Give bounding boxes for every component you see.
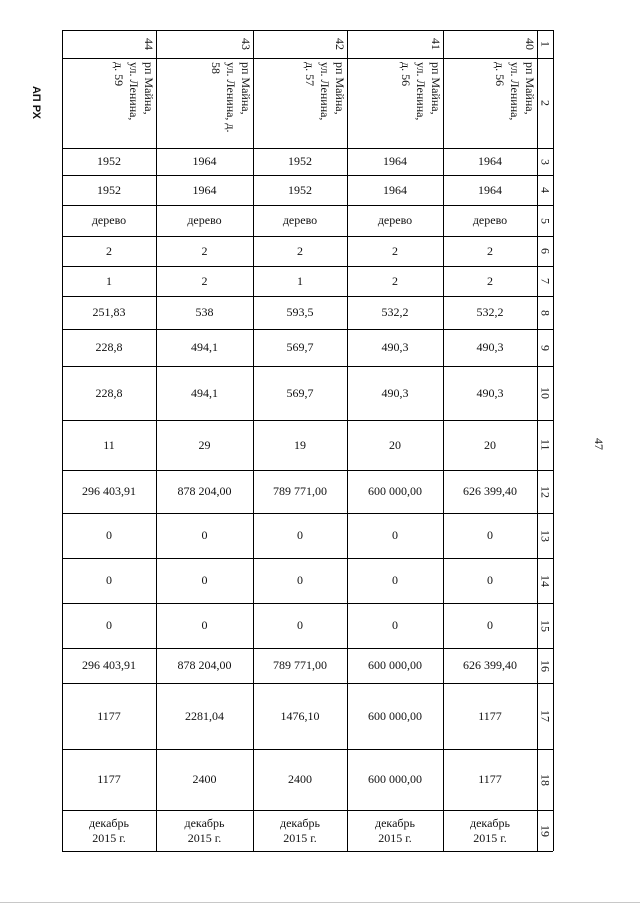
table-cell: 0 — [201, 618, 208, 632]
table-cell: 600 000,00 — [368, 708, 422, 723]
table-cell: 0 — [106, 573, 112, 587]
table-cell: 19 — [294, 437, 306, 452]
table-cell: 494,1 — [191, 385, 218, 400]
record-number: 41 — [429, 38, 443, 50]
column-number-label: 7 — [538, 278, 553, 284]
table-cell: декабрь 2015 г. — [470, 815, 510, 845]
table-cell: 532,2 — [476, 305, 504, 319]
table-cell: 1177 — [97, 772, 121, 786]
table-cell: декабрь 2015 г. — [280, 815, 320, 845]
column-number-label: 9 — [538, 344, 553, 351]
grid-line-v — [553, 30, 554, 851]
page-number: 47 — [592, 438, 606, 450]
record-number: 44 — [142, 38, 156, 50]
table-cell: 538 — [195, 305, 214, 319]
table-cell: дерево — [91, 213, 127, 227]
table-cell: декабрь 2015 г. — [184, 815, 225, 845]
table-cell: 1964 — [383, 182, 407, 197]
table-cell: дерево — [472, 213, 508, 227]
table-cell: 569,7 — [286, 385, 314, 400]
table-cell: 600 000,00 — [368, 658, 422, 672]
record-number: 40 — [523, 38, 537, 50]
table-cell: 0 — [297, 528, 303, 542]
table-cell: 1964 — [192, 182, 217, 197]
table-cell: 789 771,00 — [273, 658, 327, 672]
table-cell: 2 — [487, 273, 493, 288]
table-cell: 490,3 — [476, 340, 504, 354]
object-address: рп Майна, ул. Ленина, д. 57 — [303, 62, 347, 121]
table-cell: 2 — [392, 273, 398, 288]
table-cell: 20 — [484, 437, 496, 452]
page-bottom-rule — [0, 902, 640, 903]
table-cell: 1964 — [478, 182, 502, 197]
table-cell: 20 — [389, 437, 401, 452]
object-address: рп Майна, ул. Ленина, д. 56 — [493, 62, 537, 121]
table-cell: 29 — [198, 437, 211, 452]
column-number-label: 18 — [538, 773, 553, 786]
table-cell: 0 — [392, 573, 398, 587]
table-cell: 0 — [392, 528, 398, 542]
table-cell: 1952 — [288, 182, 312, 197]
column-number-label: 8 — [538, 309, 553, 316]
table-cell: 0 — [106, 528, 112, 542]
table-cell: 494,1 — [191, 340, 218, 354]
table-cell: 1177 — [478, 708, 502, 723]
column-number-label: 3 — [538, 158, 553, 165]
object-address: рп Майна, ул. Ленина, д. 59 — [112, 62, 156, 121]
column-number-label: 11 — [538, 439, 553, 451]
table-cell: 0 — [201, 528, 208, 542]
table-cell: 490,3 — [381, 340, 409, 354]
table-cell: 2 — [297, 243, 303, 258]
table-cell: 0 — [106, 618, 112, 632]
table-cell: 2 — [201, 243, 208, 258]
column-number-label: 14 — [538, 574, 553, 587]
table-cell: 296 403,91 — [82, 658, 136, 672]
table-cell: 1964 — [478, 154, 502, 168]
column-number-label: 15 — [538, 619, 553, 632]
table-cell: декабрь 2015 г. — [375, 815, 415, 845]
column-number-label: 6 — [538, 248, 553, 254]
table-cell: 251,83 — [92, 305, 126, 319]
table-cell: 0 — [487, 528, 493, 542]
grid-line-h — [62, 851, 553, 852]
table-cell: 2 — [106, 243, 112, 258]
record-number: 43 — [239, 38, 253, 50]
table-cell: 2 — [487, 243, 493, 258]
table-cell: 1 — [106, 273, 112, 288]
table-cell: 2400 — [192, 772, 217, 786]
table-cell: 569,7 — [286, 340, 314, 354]
table-cell: 626 399,40 — [463, 658, 517, 672]
table-cell: дерево — [282, 213, 318, 227]
table-cell: 600 000,00 — [368, 772, 422, 786]
column-number-label: 19 — [538, 824, 553, 837]
table-cell: 1476,10 — [280, 708, 320, 723]
table-cell: 0 — [392, 618, 398, 632]
table-cell: декабрь 2015 г. — [89, 815, 129, 845]
column-number-label: 2 — [538, 100, 553, 106]
table-cell: 1177 — [478, 772, 502, 786]
table-cell: 1952 — [97, 154, 121, 168]
table-cell: 0 — [201, 573, 208, 587]
table-cell: 2 — [201, 273, 208, 288]
table-cell: 1177 — [97, 708, 121, 723]
table-cell: 0 — [487, 618, 493, 632]
table-cell: 228,8 — [95, 385, 123, 400]
table-cell: 11 — [103, 437, 115, 452]
table-cell: дерево — [187, 213, 222, 227]
table-cell: 2281,04 — [185, 708, 224, 723]
table-cell: 0 — [487, 573, 493, 587]
column-number-label: 1 — [538, 41, 553, 47]
table-cell: 1952 — [288, 154, 312, 168]
table-cell: дерево — [377, 213, 413, 227]
table-cell: 789 771,00 — [273, 484, 327, 498]
record-number: 42 — [333, 38, 347, 50]
column-number-label: 17 — [538, 710, 553, 722]
table-cell: 1964 — [383, 154, 407, 168]
table-cell: 878 204,00 — [177, 484, 232, 498]
table-cell: 2400 — [288, 772, 312, 786]
table-cell: 593,5 — [286, 305, 314, 319]
column-number-label: 16 — [538, 659, 553, 672]
header-label: АП РХ — [30, 86, 42, 120]
table-cell: 2 — [392, 243, 398, 258]
table-cell: 1964 — [192, 154, 217, 168]
table-cell: 0 — [297, 573, 303, 587]
column-number-label: 10 — [538, 387, 553, 399]
table-cell: 600 000,00 — [368, 484, 422, 498]
column-number-label: 12 — [538, 485, 553, 498]
table-cell: 1 — [297, 273, 303, 288]
table-cell: 228,8 — [95, 340, 123, 354]
table-cell: 1952 — [97, 182, 121, 197]
object-address: рп Майна, ул. Ленина, д. 58 — [209, 62, 253, 133]
column-number-label: 4 — [538, 187, 553, 193]
table-cell: 878 204,00 — [177, 658, 232, 672]
table-cell: 532,2 — [381, 305, 409, 319]
table-cell: 0 — [297, 618, 303, 632]
table-cell: 626 399,40 — [463, 484, 517, 498]
table-cell: 490,3 — [476, 385, 504, 400]
object-address: рп Майна, ул. Ленина, д. 56 — [399, 62, 443, 121]
table-cell: 490,3 — [381, 385, 409, 400]
column-number-label: 13 — [538, 529, 553, 542]
table-cell: 296 403,91 — [82, 484, 136, 498]
column-number-label: 5 — [538, 217, 553, 224]
